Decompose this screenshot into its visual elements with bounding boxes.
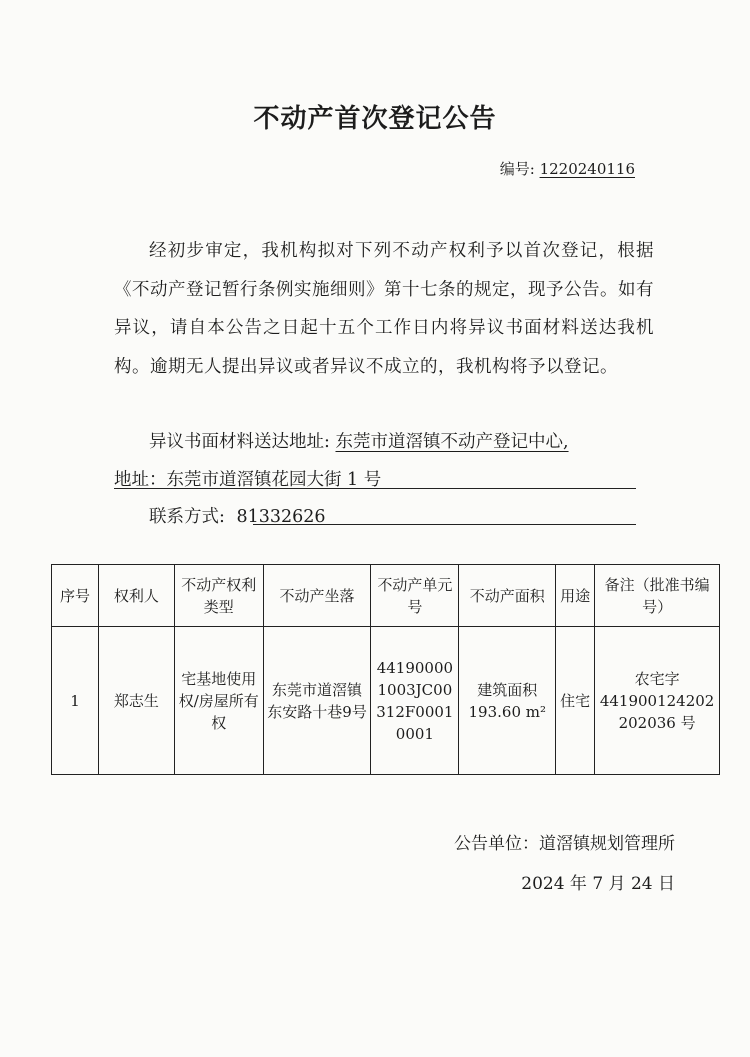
contact-underline <box>253 524 636 525</box>
page-title: 不动产首次登记公告 <box>253 104 497 134</box>
col-unit-no: 不动产单元号 <box>371 565 459 627</box>
cell-location: 东莞市道滘镇东安路十巷9号 <box>263 627 371 775</box>
col-location: 不动产坐落 <box>263 565 371 627</box>
contact-value: 81332626 <box>236 507 326 527</box>
col-holder: 权利人 <box>98 565 174 627</box>
objection-address-label: 异议书面材料送达地址: <box>149 432 330 452</box>
area-label: 建筑面积 <box>477 680 538 699</box>
serial-number <box>500 158 635 179</box>
cell-holder: 郑志生 <box>98 627 174 775</box>
contact-label: 联系方式: <box>149 507 225 527</box>
cell-right-type: 宅基地使用权/房屋所有权 <box>174 627 263 775</box>
cell-unit-no: 441900001003JC00312F00010001 <box>371 627 459 775</box>
col-seq: 序号 <box>52 565 99 627</box>
objection-address-value: 东莞市道滘镇不动产登记中心, <box>335 432 569 452</box>
col-usage: 用途 <box>556 565 595 627</box>
issuing-unit: 公告单位：道滘镇规划管理所 <box>454 834 675 854</box>
cell-seq: 1 <box>52 627 99 775</box>
col-area: 不动产面积 <box>459 565 556 627</box>
cell-note <box>595 627 720 775</box>
announcement-body <box>114 232 654 386</box>
street-address: 地址：东莞市道滘镇花园大街 1 号 <box>114 470 382 490</box>
table-row <box>52 627 720 775</box>
area-value: 193.60 m² <box>468 702 546 721</box>
serial-label: 编号: <box>499 160 535 178</box>
registration-table <box>51 564 720 775</box>
objection-address-line <box>149 428 569 453</box>
cell-usage: 住宅 <box>556 627 595 775</box>
col-note: 备注（批准书编号） <box>595 565 720 627</box>
address-underline <box>114 488 636 489</box>
note-number: 441900124202202036 号 <box>599 691 715 732</box>
col-right-type: 不动产权利类型 <box>174 565 263 627</box>
issue-date: 2024 年 7 月 24 日 <box>521 874 675 894</box>
cell-area <box>459 627 556 775</box>
table-header-row <box>52 565 720 627</box>
serial-value: 1220240116 <box>539 160 635 178</box>
body-paragraph: 经初步审定，我机构拟对下列不动产权利予以首次登记，根据《不动产登记暂行条例实施细则》第十七条的规定，现予公告。如有异议，请自本公告之日起十五个工作日内将异议书面材料送达我机构。逾期无人提出异议或者异议不成立的，我机构将予以登记。 <box>114 241 654 377</box>
note-prefix: 农宅字 <box>634 669 680 688</box>
